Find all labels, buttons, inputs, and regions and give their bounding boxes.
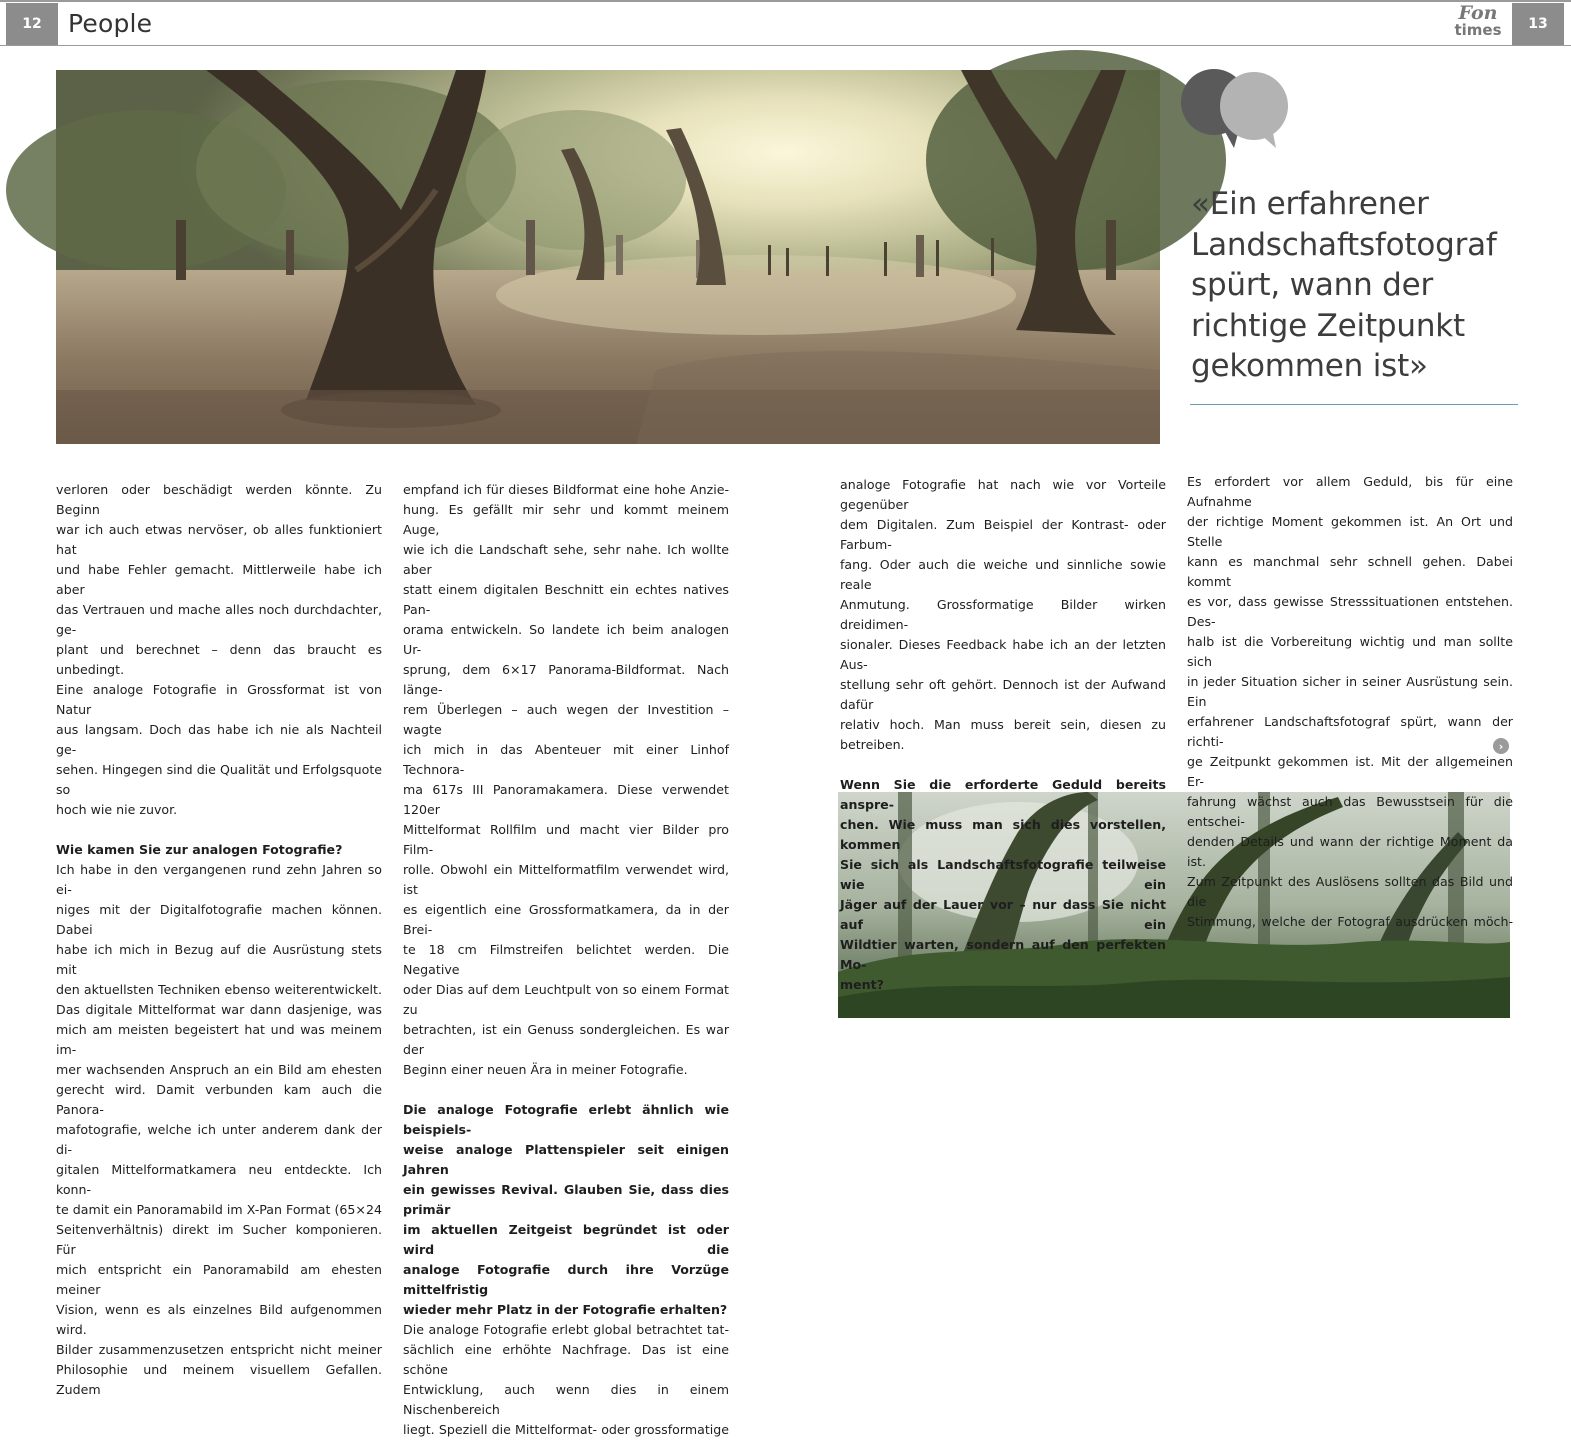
interview-question: ein gewisses Revival. Glauben Sie, dass dies primär bbox=[403, 1182, 729, 1217]
text-line: niges mit der Digitalfotografie machen können. Dabei bbox=[56, 902, 382, 937]
interview-question: Jäger auf der Lauer vor – nur dass Sie nicht auf ein bbox=[840, 897, 1166, 932]
interview-question: chen. Wie muss man sich dies vorstellen, kommen bbox=[840, 817, 1166, 852]
text-line: halb ist die Vorbereitung wichtig und man sollte sich bbox=[1187, 634, 1513, 669]
text-line: den aktuellsten Techniken ebenso weiterentwickelt. bbox=[56, 982, 382, 997]
text-line: und habe Fehler gemacht. Mittlerweile habe ich aber bbox=[56, 562, 382, 597]
text-line: Bilder zusammenzusetzen entspricht nicht meiner bbox=[56, 1342, 382, 1357]
text-line: rem Überlegen – auch wegen der Investition – wagte bbox=[403, 702, 729, 737]
text-line: te damit ein Panoramabild im X-Pan Format (65×24 bbox=[56, 1202, 382, 1217]
text-line: rolle. Obwohl ein Mittelformatfilm verwendet wird, ist bbox=[403, 862, 729, 897]
logo-line-2: times bbox=[1454, 21, 1502, 39]
page-number-left: 12 bbox=[6, 3, 58, 45]
text-line: Mittelformat Rollfilm und macht vier Bilder pro Film- bbox=[403, 822, 729, 857]
text-line: Eine analoge Fotografie in Grossformat ist von Natur bbox=[56, 682, 382, 717]
text-line: wie ich die Landschaft sehe, sehr nahe. Ich wollte aber bbox=[403, 542, 729, 577]
text-column-3 bbox=[840, 475, 1166, 995]
text-line: mich am meisten begeistert hat und was meinem im- bbox=[56, 1022, 382, 1057]
text-line: Das digitale Mittelformat war dann dasjenige, was bbox=[56, 1002, 382, 1017]
page-number-right: 13 bbox=[1512, 3, 1564, 45]
logo-line-1: Fon bbox=[1458, 2, 1498, 24]
text-line: in jeder Situation sicher in seiner Ausrüstung sein. Ein bbox=[1187, 674, 1513, 709]
interview-question: Wenn Sie die erforderte Geduld bereits anspre- bbox=[840, 777, 1166, 812]
header-bottom-rule bbox=[0, 45, 1571, 46]
quote-line: Landschaftsfotograf bbox=[1191, 226, 1497, 263]
text-line: Die analoge Fotografie erlebt global betrachtet tat- bbox=[403, 1322, 729, 1337]
text-line: Zum Zeitpunkt des Auslösens sollten das Bild und die bbox=[1187, 874, 1513, 909]
interview-question: Wie kamen Sie zur analogen Fotografie? bbox=[56, 842, 343, 857]
text-line: aus langsam. Doch das habe ich nie als Nachteil ge- bbox=[56, 722, 382, 757]
text-line: kann es manchmal sehr schnell gehen. Dabei kommt bbox=[1187, 554, 1513, 589]
text-line: gitalen Mittelformatkamera neu entdeckte. Ich konn- bbox=[56, 1162, 382, 1197]
text-line: sehen. Hingegen sind die Qualität und Erfolgsquote so bbox=[56, 762, 382, 797]
text-line: Ich habe in den vergangenen rund zehn Jahren so ei- bbox=[56, 862, 382, 897]
quote-line: spürt, wann der bbox=[1191, 267, 1434, 303]
olive-grove-photo bbox=[56, 70, 1160, 444]
text-line: erfahrener Landschaftsfotograf spürt, wann der richti- bbox=[1187, 714, 1513, 749]
text-line: dem Digitalen. Zum Beispiel der Kontrast- oder Farbum- bbox=[840, 517, 1166, 552]
text-line: ich mich in das Abenteuer mit einer Linhof Technora- bbox=[403, 742, 729, 777]
quote-divider bbox=[1190, 404, 1518, 405]
interview-question: wieder mehr Platz in der Fotografie erhalten? bbox=[403, 1302, 728, 1317]
text-line: sprung, dem 6×17 Panorama-Bildformat. Nach länge- bbox=[403, 662, 729, 697]
text-line: denden Details und wann der richtige Moment da ist. bbox=[1187, 834, 1513, 869]
interview-question: Die analoge Fotografie erlebt ähnlich wie beispiels- bbox=[403, 1102, 729, 1137]
text-line: sionaler. Dieses Feedback habe ich an der letzten Aus- bbox=[840, 637, 1166, 672]
text-line: ge Zeitpunkt gekommen ist. Mit der allgemeinen Er- bbox=[1187, 754, 1513, 789]
text-line: mich entspricht ein Panoramabild am ehesten meiner bbox=[56, 1262, 382, 1297]
text-line: mafotografie, welche ich unter anderem dank der di- bbox=[56, 1122, 382, 1157]
text-line: Stimmung, welche der Fotograf ausdrücken möch- bbox=[1187, 914, 1513, 929]
text-line: verloren oder beschädigt werden könnte. Zu Beginn bbox=[56, 482, 382, 517]
text-line: Es erfordert vor allem Geduld, bis für eine Aufnahme bbox=[1187, 474, 1513, 509]
interview-question: Sie sich als Landschaftsfotografie teilweise wie ein bbox=[840, 857, 1166, 892]
text-line: plant und berechnet – denn das braucht es unbedingt. bbox=[56, 642, 382, 677]
text-line: liegt. Speziell die Mittelformat- oder grossformatige bbox=[403, 1422, 729, 1437]
text-column-4 bbox=[1187, 472, 1513, 932]
interview-question: analoge Fotografie durch ihre Vorzüge mittelfristig bbox=[403, 1262, 729, 1297]
text-line: stellung sehr oft gehört. Dennoch ist der Aufwand dafür bbox=[840, 677, 1166, 712]
text-line: ma 617s III Panoramakamera. Diese verwendet 120er bbox=[403, 782, 729, 817]
text-line: gerecht wird. Damit verbunden kam auch die Panora- bbox=[56, 1082, 382, 1117]
header-top-rule bbox=[0, 0, 1571, 2]
interview-question: Wildtier warten, sondern auf den perfekten Mo- bbox=[840, 937, 1166, 972]
text-line: empfand ich für dieses Bildformat eine hohe Anzie- bbox=[403, 482, 729, 497]
text-line: hung. Es gefällt mir sehr und kommt meinem Auge, bbox=[403, 502, 729, 537]
text-line: te 18 cm Filmstreifen belichtet werden. Die Negative bbox=[403, 942, 729, 977]
text-line: habe ich mich in Bezug auf die Ausrüstung stets mit bbox=[56, 942, 382, 977]
text-line: Entwicklung, auch wenn dies in einem Nischenbereich bbox=[403, 1382, 729, 1417]
section-title: People bbox=[68, 9, 153, 38]
text-column-2 bbox=[403, 480, 729, 1440]
text-line: fahrung wächst auch das Bewusstsein für die entschei- bbox=[1187, 794, 1513, 829]
quote-line: richtige Zeitpunkt bbox=[1191, 307, 1465, 344]
text-line: es vor, dass gewisse Stresssituationen entstehen. Des- bbox=[1187, 594, 1513, 629]
text-line: der richtige Moment gekommen ist. An Ort und Stelle bbox=[1187, 514, 1513, 549]
magazine-logo bbox=[1452, 4, 1504, 42]
interview-question: im aktuellen Zeitgeist begründet ist oder wird die bbox=[403, 1222, 729, 1257]
text-line: statt einem digitalen Beschnitt ein echtes natives Pan- bbox=[403, 582, 729, 617]
speech-bubbles-icon bbox=[1180, 68, 1292, 150]
text-line: das Vertrauen und mache alles noch durchdachter, ge- bbox=[56, 602, 382, 637]
quote-line: «Ein erfahrener bbox=[1191, 186, 1429, 222]
text-line: oder Dias auf dem Leuchtpult von so einem Format zu bbox=[403, 982, 729, 1017]
text-line: mer wachsenden Anspruch an ein Bild am ehesten bbox=[56, 1062, 382, 1077]
continue-arrow-icon[interactable]: › bbox=[1493, 738, 1509, 754]
text-line: orama entwickeln. So landete ich beim analogen Ur- bbox=[403, 622, 729, 657]
text-line: Seitenverhältnis) direkt im Sucher komponieren. Für bbox=[56, 1222, 382, 1257]
text-line: Vision, wenn es als einzelnes Bild aufgenommen wird. bbox=[56, 1302, 382, 1337]
pull-quote bbox=[1191, 184, 1531, 387]
text-line: hoch wie nie zuvor. bbox=[56, 802, 178, 817]
interview-question: weise analoge Plattenspieler seit einigen Jahren bbox=[403, 1142, 729, 1177]
text-line: sächlich eine erhöhte Nachfrage. Das ist eine schöne bbox=[403, 1342, 729, 1377]
quote-line: gekommen ist» bbox=[1191, 348, 1428, 384]
text-line: war ich auch etwas nervöser, ob alles funktioniert hat bbox=[56, 522, 382, 557]
text-line: Beginn einer neuen Ära in meiner Fotografie. bbox=[403, 1062, 688, 1077]
text-column-1 bbox=[56, 480, 382, 1400]
text-line: relativ hoch. Man muss bereit sein, diesen zu betreiben. bbox=[840, 717, 1166, 752]
text-line: es eigentlich eine Grossformatkamera, da in der Brei- bbox=[403, 902, 729, 937]
interview-question: ment? bbox=[840, 977, 884, 992]
text-line: fang. Oder auch die weiche und sinnliche sowie reale bbox=[840, 557, 1166, 592]
text-line: betrachten, ist ein Genuss sondergleichen. Es war der bbox=[403, 1022, 729, 1057]
text-line: Philosophie und meinem visuellem Gefallen. Zudem bbox=[56, 1362, 382, 1397]
text-line: analoge Fotografie hat nach wie vor Vorteile gegenüber bbox=[840, 477, 1166, 512]
text-line: Anmutung. Grossformatige Bilder wirken dreidimen- bbox=[840, 597, 1166, 632]
